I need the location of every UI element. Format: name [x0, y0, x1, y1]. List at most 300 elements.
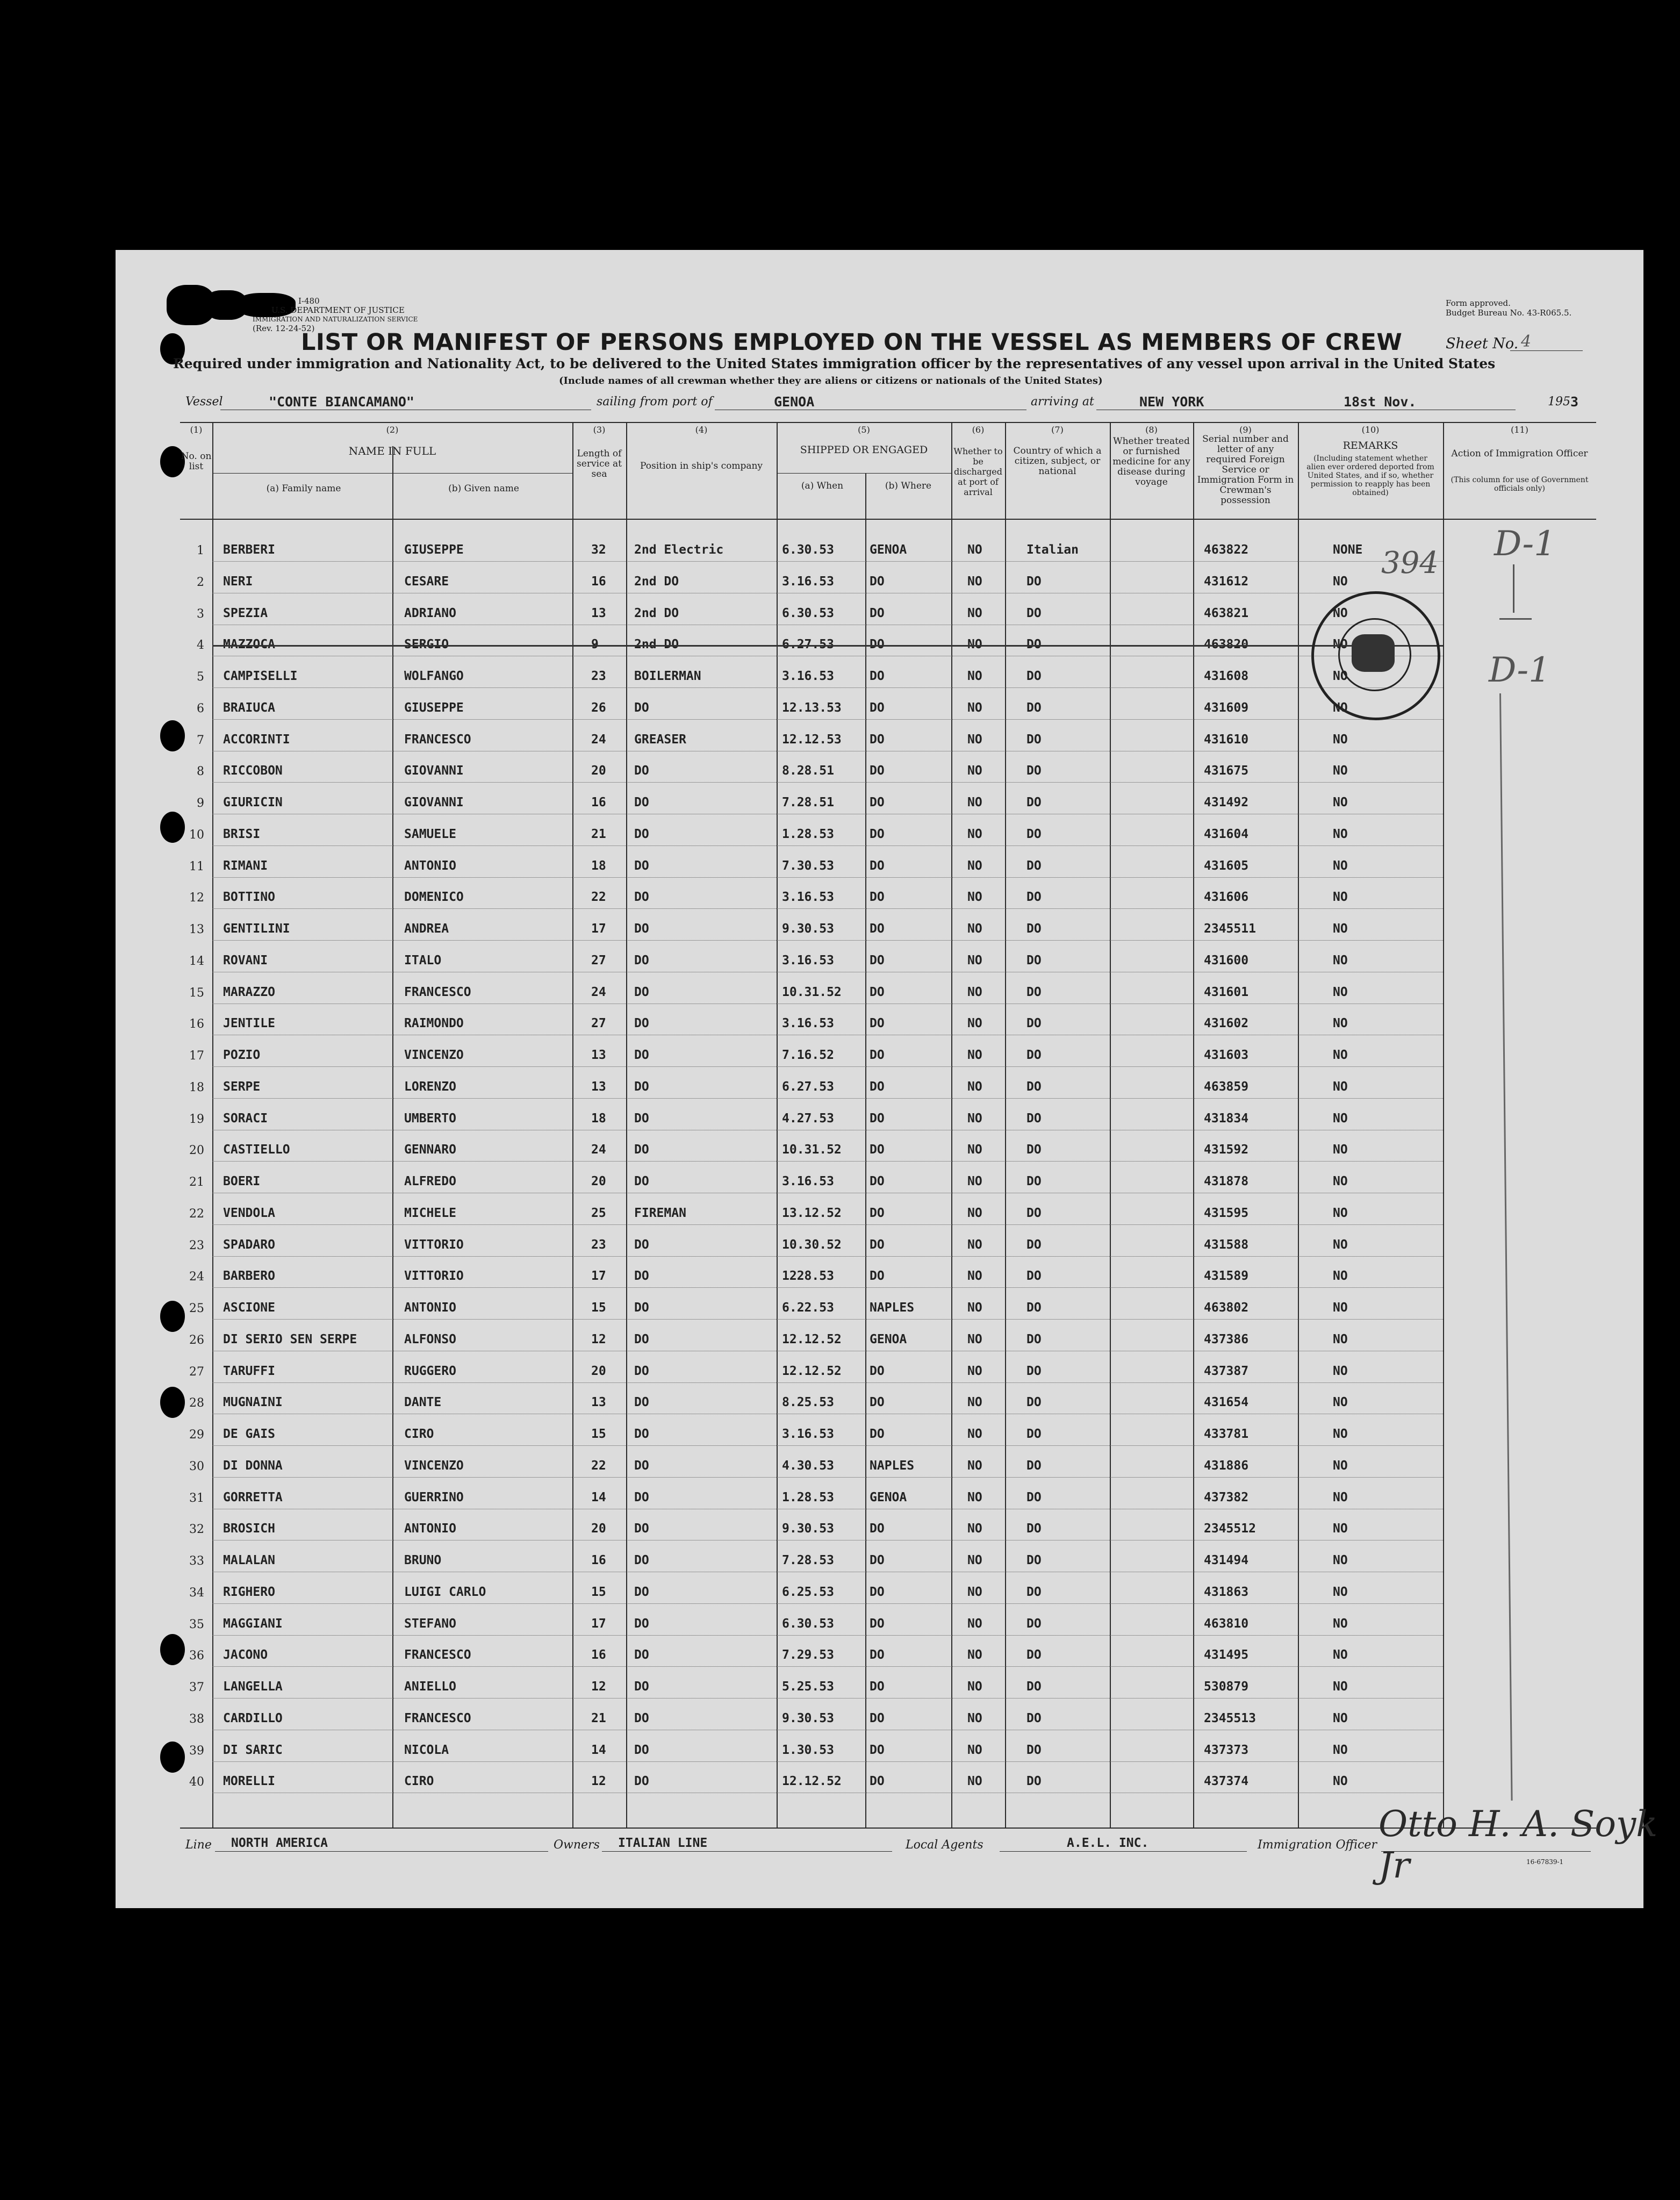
remarks-cell: NO	[1333, 1774, 1348, 1788]
country-cell: DO	[1026, 1269, 1042, 1283]
serial-cell: 431609	[1204, 701, 1249, 715]
position-cell: BOILERMAN	[634, 669, 701, 683]
form-code: 16-67839-1	[1526, 1858, 1564, 1866]
serial-cell: 431612	[1204, 575, 1249, 589]
shipped-where-cell: DO	[870, 575, 885, 589]
position-cell: DO	[634, 1112, 649, 1126]
given-name-cell: ALFREDO	[404, 1174, 456, 1188]
discharge-cell: NO	[967, 1490, 982, 1504]
shipped-when-cell: 6.30.53	[782, 1617, 834, 1631]
remarks-cell: NO	[1333, 1522, 1348, 1536]
given-name-cell: FRANCESCO	[404, 985, 471, 999]
discharge-cell: NO	[967, 827, 982, 841]
given-name-cell: MICHELE	[404, 1206, 456, 1220]
vessel-label: Vessel	[185, 395, 223, 409]
remarks-cell: NO	[1333, 1269, 1348, 1283]
col-head-serial: Serial number and letter of any required Foreign Service or Immigration Form in Crewman's possession	[1197, 434, 1294, 506]
row-number: 14	[189, 955, 204, 968]
remarks-cell: NO	[1333, 701, 1348, 715]
remarks-cell: NO	[1333, 1459, 1348, 1473]
row-number: 38	[189, 1712, 204, 1726]
col-head-given: (b) Given name	[448, 483, 519, 494]
discharge-cell: NO	[967, 575, 982, 589]
position-cell: DO	[634, 1490, 649, 1504]
serial-cell: 431600	[1204, 954, 1249, 968]
position-cell: DO	[634, 1364, 649, 1378]
family-name-cell: NERI	[223, 575, 253, 589]
shipped-when-cell: 6.25.53	[782, 1585, 834, 1599]
row-number: 6	[197, 702, 204, 715]
shipped-where-cell: DO	[870, 733, 885, 747]
service-cell: 16	[591, 1648, 606, 1662]
service-cell: 18	[591, 1112, 606, 1126]
position-cell: DO	[634, 922, 649, 936]
country-cell: DO	[1026, 1112, 1042, 1126]
shipped-where-cell: DO	[870, 954, 885, 968]
serial-cell: 431604	[1204, 827, 1249, 841]
footer-officer-label: Immigration Officer	[1258, 1838, 1377, 1852]
col-head-where: (b) Where	[885, 481, 932, 491]
position-cell: FIREMAN	[634, 1206, 686, 1220]
shipped-where-cell: DO	[870, 922, 885, 936]
shipped-when-cell: 6.30.53	[782, 543, 834, 557]
country-cell: DO	[1026, 1395, 1042, 1409]
shipped-where-cell: DO	[870, 764, 885, 778]
discharge-cell: NO	[967, 637, 982, 651]
given-name-cell: ITALO	[404, 954, 442, 968]
discharge-cell: NO	[967, 1585, 982, 1599]
discharge-cell: NO	[967, 1206, 982, 1220]
serial-cell: 2345513	[1204, 1711, 1256, 1725]
vessel-name: "CONTE BIANCAMANO"	[269, 394, 414, 410]
shipped-when-cell: 10.31.52	[782, 1143, 842, 1157]
remarks-cell: NO	[1333, 1711, 1348, 1725]
row-number: 7	[197, 734, 204, 747]
serial-cell: 431589	[1204, 1269, 1249, 1283]
discharge-cell: NO	[967, 985, 982, 999]
country-cell: DO	[1026, 1553, 1042, 1567]
family-name-cell: BRISI	[223, 827, 261, 841]
row-number: 37	[189, 1681, 204, 1694]
col-head-action: Action of Immigration Officer	[1451, 448, 1588, 459]
row-number: 33	[189, 1554, 204, 1568]
country-cell: DO	[1026, 733, 1042, 747]
service-cell: 24	[591, 985, 606, 999]
shipped-where-cell: DO	[870, 701, 885, 715]
shipped-when-cell: 7.28.53	[782, 1553, 834, 1567]
shipped-where-cell: DO	[870, 1269, 885, 1283]
service-cell: 12	[591, 1774, 606, 1788]
shipped-when-cell: 6.27.53	[782, 637, 834, 651]
handwritten-d1-mid: D-1	[1489, 650, 1550, 690]
country-cell: DO	[1026, 1680, 1042, 1694]
col-head-shipped: SHIPPED OR ENGAGED	[800, 444, 928, 456]
service-cell: 21	[591, 1711, 606, 1725]
shipped-when-cell: 9.30.53	[782, 1522, 834, 1536]
serial-cell: 431605	[1204, 859, 1249, 873]
remarks-cell: NO	[1333, 954, 1348, 968]
budget-bureau: Budget Bureau No. 43-R065.5.	[1446, 308, 1572, 318]
given-name-cell: GIUSEPPE	[404, 701, 464, 715]
position-cell: DO	[634, 1080, 649, 1094]
shipped-where-cell: DO	[870, 1680, 885, 1694]
position-cell: DO	[634, 1332, 649, 1346]
col-head-family: (a) Family name	[266, 483, 341, 494]
discharge-cell: NO	[967, 1364, 982, 1378]
shipped-where-cell: DO	[870, 1774, 885, 1788]
country-cell: DO	[1026, 764, 1042, 778]
footer-agents: A.E.L. INC.	[1067, 1836, 1149, 1850]
country-cell: DO	[1026, 1143, 1042, 1157]
country-cell: DO	[1026, 890, 1042, 904]
serial-cell: 463822	[1204, 543, 1249, 557]
serial-cell: 433781	[1204, 1427, 1249, 1441]
remarks-cell: NO	[1333, 1490, 1348, 1504]
serial-cell: 431494	[1204, 1553, 1249, 1567]
given-name-cell: VITTORIO	[404, 1269, 464, 1283]
family-name-cell: RIGHERO	[223, 1585, 275, 1599]
given-name-cell: RAIMONDO	[404, 1016, 464, 1030]
country-cell: DO	[1026, 1522, 1042, 1536]
service-cell: 13	[591, 1395, 606, 1409]
discharge-cell: NO	[967, 1553, 982, 1567]
position-cell: 2nd DO	[634, 606, 679, 620]
col-head-medicine: Whether treated or furnished medicine for any disease during voyage	[1112, 436, 1190, 488]
given-name-cell: FRANCESCO	[404, 733, 471, 747]
row-number: 29	[189, 1428, 204, 1442]
row-number: 12	[189, 891, 204, 905]
shipped-when-cell: 7.30.53	[782, 859, 834, 873]
remarks-cell: NO	[1333, 1048, 1348, 1062]
discharge-cell: NO	[967, 1112, 982, 1126]
country-cell: DO	[1026, 1585, 1042, 1599]
family-name-cell: VENDOLA	[223, 1206, 275, 1220]
shipped-where-cell: DO	[870, 859, 885, 873]
discharge-cell: NO	[967, 1080, 982, 1094]
serial-cell: 431492	[1204, 796, 1249, 809]
given-name-cell: CIRO	[404, 1427, 434, 1441]
shipped-when-cell: 9.30.53	[782, 1711, 834, 1725]
given-name-cell: ANIELLO	[404, 1680, 456, 1694]
shipped-when-cell: 4.30.53	[782, 1459, 834, 1473]
serial-cell: 431878	[1204, 1174, 1249, 1188]
serial-cell: 437374	[1204, 1774, 1249, 1788]
remarks-cell: NO	[1333, 1585, 1348, 1599]
family-name-cell: GORRETTA	[223, 1490, 283, 1504]
shipped-where-cell: DO	[870, 985, 885, 999]
shipped-where-cell: DO	[870, 1617, 885, 1631]
family-name-cell: SPADARO	[223, 1238, 275, 1252]
col-head-remarks: REMARKS	[1342, 440, 1398, 452]
remarks-cell: NO	[1333, 669, 1348, 683]
serial-cell: 431886	[1204, 1459, 1249, 1473]
row-number: 26	[189, 1334, 204, 1347]
shipped-where-cell: DO	[870, 1711, 885, 1725]
family-name-cell: DE GAIS	[223, 1427, 275, 1441]
service-cell: 13	[591, 1080, 606, 1094]
family-name-cell: DI DONNA	[223, 1459, 283, 1473]
country-cell: DO	[1026, 796, 1042, 809]
shipped-when-cell: 10.31.52	[782, 985, 842, 999]
handwritten-d1-top: D-1	[1494, 524, 1556, 564]
family-name-cell: POZIO	[223, 1048, 261, 1062]
col-head-country: Country of which a citizen, subject, or national	[1013, 446, 1102, 477]
punch-hole	[160, 1634, 185, 1665]
year-suffix: 3	[1570, 394, 1579, 410]
family-name-cell: TARUFFI	[223, 1364, 275, 1378]
family-name-cell: CASTIELLO	[223, 1143, 290, 1157]
given-name-cell: GIOVANNI	[404, 796, 464, 809]
remarks-cell: NO	[1333, 827, 1348, 841]
sailing-label: sailing from port of	[597, 395, 713, 409]
row-number: 11	[189, 860, 204, 873]
family-name-cell: ACCORINTI	[223, 733, 290, 747]
shipped-where-cell: DO	[870, 1553, 885, 1567]
arriving-label: arriving at	[1031, 395, 1094, 409]
row-number: 5	[197, 670, 204, 684]
given-name-cell: SAMUELE	[404, 827, 456, 841]
family-name-cell: BERBERI	[223, 543, 275, 557]
form-revision: (Rev. 12-24-52)	[253, 324, 315, 333]
position-cell: DO	[634, 1648, 649, 1662]
remarks-cell: NO	[1333, 1143, 1348, 1157]
remarks-cell: NO	[1333, 1364, 1348, 1378]
shipped-when-cell: 1.28.53	[782, 1490, 834, 1504]
punch-hole	[160, 1387, 185, 1418]
row-number: 31	[189, 1492, 204, 1505]
serial-cell: 431601	[1204, 985, 1249, 999]
remarks-cell: NO	[1333, 1016, 1348, 1030]
row-number: 22	[189, 1207, 204, 1221]
discharge-cell: NO	[967, 764, 982, 778]
country-cell: DO	[1026, 1743, 1042, 1757]
form-number: I-480	[298, 296, 320, 306]
col-num-10: (10)	[1361, 425, 1380, 435]
position-cell: DO	[634, 954, 649, 968]
stamp-seal-ink	[1352, 634, 1395, 672]
family-name-cell: MAGGIANI	[223, 1617, 283, 1631]
footer-agents-label: Local Agents	[906, 1838, 983, 1852]
shipped-where-cell: NAPLES	[870, 1301, 915, 1315]
serial-cell: 431610	[1204, 733, 1249, 747]
remarks-cell: NO	[1333, 1206, 1348, 1220]
punch-hole	[160, 1301, 185, 1332]
shipped-where-cell: DO	[870, 796, 885, 809]
family-name-cell: MAZZOCA	[223, 637, 275, 651]
shipped-when-cell: 3.16.53	[782, 1016, 834, 1030]
serial-cell: 431495	[1204, 1648, 1249, 1662]
family-name-cell: LANGELLA	[223, 1680, 283, 1694]
service-cell: 15	[591, 1585, 606, 1599]
position-cell: DO	[634, 1585, 649, 1599]
position-cell: 2nd DO	[634, 575, 679, 589]
remarks-cell: NO	[1333, 796, 1348, 809]
remarks-cell: NO	[1333, 1332, 1348, 1346]
given-name-cell: NICOLA	[404, 1743, 449, 1757]
position-cell: 2nd DO	[634, 637, 679, 651]
row-number: 28	[189, 1396, 204, 1410]
discharge-cell: NO	[967, 1301, 982, 1315]
family-name-cell: BOTTINO	[223, 890, 275, 904]
remarks-cell: NO	[1333, 1553, 1348, 1567]
remarks-cell: NO	[1333, 764, 1348, 778]
given-name-cell: VITTORIO	[404, 1238, 464, 1252]
shipped-when-cell: 8.28.51	[782, 764, 834, 778]
shipped-where-cell: DO	[870, 1743, 885, 1757]
service-cell: 16	[591, 575, 606, 589]
service-cell: 20	[591, 764, 606, 778]
arrival-date: 18st Nov.	[1344, 394, 1417, 410]
page-subtitle: Required under immigration and Nationality Act, to be delivered to the United States immigration officer by the representatives of any vessel upon arrival in the United States	[173, 356, 1496, 371]
discharge-cell: NO	[967, 606, 982, 620]
shipped-when-cell: 3.16.53	[782, 1427, 834, 1441]
shipped-where-cell: DO	[870, 1080, 885, 1094]
agency-service: IMMIGRATION AND NATURALIZATION SERVICE	[253, 316, 418, 323]
service-cell: 15	[591, 1427, 606, 1441]
serial-cell: 431608	[1204, 669, 1249, 683]
country-cell: DO	[1026, 1427, 1042, 1441]
serial-cell: 437387	[1204, 1364, 1249, 1378]
position-cell: DO	[634, 1048, 649, 1062]
given-name-cell: VINCENZO	[404, 1048, 464, 1062]
shipped-when-cell: 7.29.53	[782, 1648, 834, 1662]
family-name-cell: ROVANI	[223, 954, 268, 968]
shipped-where-cell: DO	[870, 669, 885, 683]
family-name-cell: SORACI	[223, 1112, 268, 1126]
col-head-name: NAME IN FULL	[348, 445, 436, 457]
country-cell: DO	[1026, 1301, 1042, 1315]
country-cell: DO	[1026, 606, 1042, 620]
position-cell: DO	[634, 1395, 649, 1409]
serial-cell: 431654	[1204, 1395, 1249, 1409]
row-number: 39	[189, 1744, 204, 1758]
col-head-when: (a) When	[801, 481, 844, 491]
given-name-cell: STEFANO	[404, 1617, 456, 1631]
discharge-cell: NO	[967, 1174, 982, 1188]
service-cell: 25	[591, 1206, 606, 1220]
country-cell: DO	[1026, 669, 1042, 683]
given-name-cell: CESARE	[404, 575, 449, 589]
row-number: 19	[189, 1113, 204, 1126]
remarks-cell: NO	[1333, 922, 1348, 936]
family-name-cell: RIMANI	[223, 859, 268, 873]
family-name-cell: MUGNAINI	[223, 1395, 283, 1409]
shipped-when-cell: 3.16.53	[782, 1174, 834, 1188]
country-cell: DO	[1026, 575, 1042, 589]
discharge-cell: NO	[967, 922, 982, 936]
serial-cell: 2345511	[1204, 922, 1256, 936]
service-cell: 21	[591, 827, 606, 841]
service-cell: 20	[591, 1522, 606, 1536]
row-number: 13	[189, 923, 204, 936]
shipped-where-cell: DO	[870, 827, 885, 841]
country-cell: DO	[1026, 859, 1042, 873]
shipped-where-cell: DO	[870, 606, 885, 620]
position-cell: GREASER	[634, 733, 686, 747]
position-cell: DO	[634, 1743, 649, 1757]
form-approved: Form approved.	[1446, 298, 1511, 308]
position-cell: DO	[634, 1016, 649, 1030]
service-cell: 22	[591, 1459, 606, 1473]
shipped-where-cell: NAPLES	[870, 1459, 915, 1473]
family-name-cell: GENTILINI	[223, 922, 290, 936]
country-cell: DO	[1026, 827, 1042, 841]
shipped-where-cell: GENOA	[870, 543, 907, 557]
given-name-cell: WOLFANGO	[404, 669, 464, 683]
family-name-cell: BROSICH	[223, 1522, 275, 1536]
row-number: 32	[189, 1523, 204, 1536]
col-num-11: (11)	[1511, 425, 1528, 435]
family-name-cell: JENTILE	[223, 1016, 275, 1030]
shipped-when-cell: 10.30.52	[782, 1238, 842, 1252]
serial-cell: 437382	[1204, 1490, 1249, 1504]
country-cell: DO	[1026, 1459, 1042, 1473]
row-number: 2	[197, 576, 204, 589]
service-cell: 13	[591, 1048, 606, 1062]
row-number: 25	[189, 1302, 204, 1315]
serial-cell: 431592	[1204, 1143, 1249, 1157]
discharge-cell: NO	[967, 1427, 982, 1441]
col-head-action-note: (This column for use of Government officials only)	[1451, 476, 1589, 493]
col-num-3: (3)	[593, 425, 606, 435]
shipped-when-cell: 12.12.52	[782, 1332, 842, 1346]
row-number: 4	[197, 639, 204, 652]
position-cell: DO	[634, 1238, 649, 1252]
shipped-when-cell: 13.12.52	[782, 1206, 842, 1220]
remarks-cell: NO	[1333, 637, 1348, 651]
shipped-when-cell: 6.22.53	[782, 1301, 834, 1315]
col-num-5: (5)	[858, 425, 870, 435]
shipped-where-cell: DO	[870, 1048, 885, 1062]
remarks-cell: NO	[1333, 1680, 1348, 1694]
given-name-cell: VINCENZO	[404, 1459, 464, 1473]
service-cell: 9	[591, 637, 599, 651]
given-name-cell: GUERRINO	[404, 1490, 464, 1504]
shipped-where-cell: DO	[870, 1427, 885, 1441]
discharge-cell: NO	[967, 1711, 982, 1725]
discharge-cell: NO	[967, 954, 982, 968]
remarks-cell: NO	[1333, 1427, 1348, 1441]
serial-cell: 431863	[1204, 1585, 1249, 1599]
given-name-cell: ANTONIO	[404, 1301, 456, 1315]
sheet-number: 4	[1521, 332, 1532, 351]
country-cell: DO	[1026, 1617, 1042, 1631]
given-name-cell: GIUSEPPE	[404, 543, 464, 557]
discharge-cell: NO	[967, 669, 982, 683]
remarks-cell: NO	[1333, 1617, 1348, 1631]
punch-hole	[160, 720, 185, 751]
service-cell: 26	[591, 701, 606, 715]
service-cell: 24	[591, 733, 606, 747]
position-cell: DO	[634, 1553, 649, 1567]
row-number: 17	[189, 1049, 204, 1063]
shipped-where-cell: DO	[870, 1648, 885, 1662]
discharge-cell: NO	[967, 1143, 982, 1157]
discharge-cell: NO	[967, 1269, 982, 1283]
position-cell: DO	[634, 1427, 649, 1441]
discharge-cell: NO	[967, 1459, 982, 1473]
remarks-cell: NO	[1333, 733, 1348, 747]
discharge-cell: NO	[967, 1332, 982, 1346]
page-subtitle-note: (Include names of all crewman whether they are aliens or citizens or nationals of the United States)	[559, 375, 1103, 386]
col-num-6: (6)	[972, 425, 985, 435]
position-cell: DO	[634, 1680, 649, 1694]
country-cell: DO	[1026, 1016, 1042, 1030]
discharge-cell: NO	[967, 1016, 982, 1030]
shipped-when-cell: 12.12.53	[782, 733, 842, 747]
row-number: 30	[189, 1460, 204, 1473]
given-name-cell: DOMENICO	[404, 890, 464, 904]
